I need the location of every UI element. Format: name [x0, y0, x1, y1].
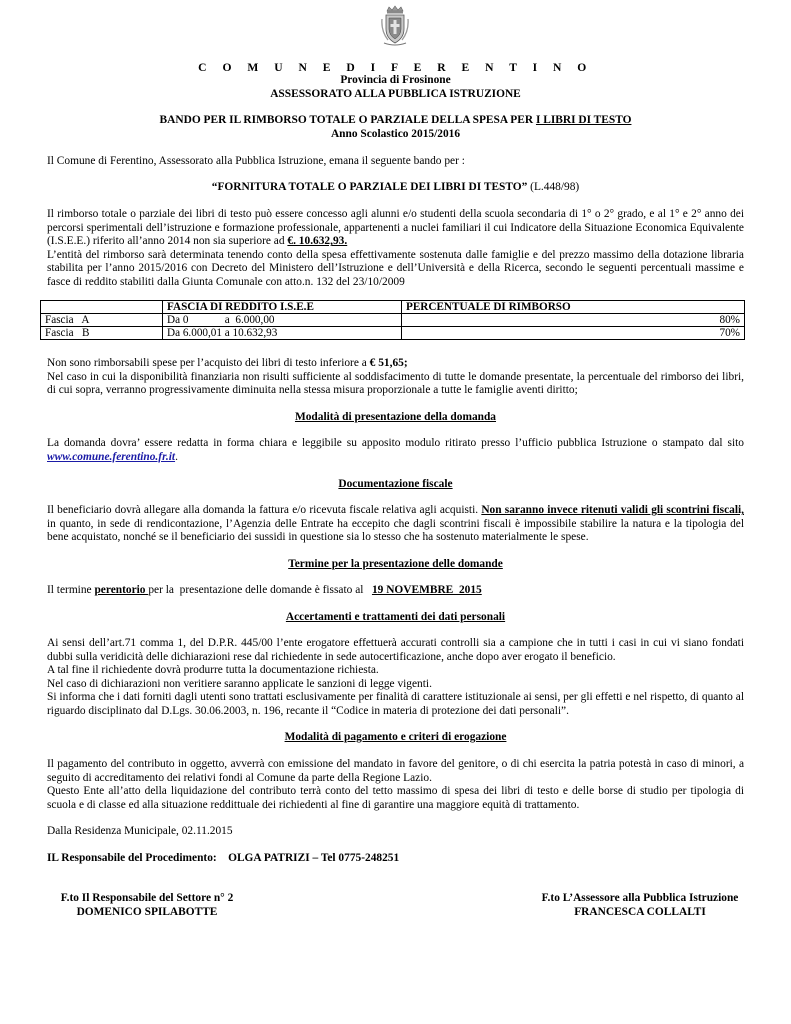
table-header-cell: [41, 301, 163, 314]
fornitura-law: (L.448/98): [527, 181, 580, 193]
signature-right-title: F.to L’Assessore alla Pubblica Istruzione: [541, 892, 739, 904]
termine-text2: per la presentazione delle domande è fissato al: [148, 584, 372, 596]
coat-of-arms-icon: [380, 5, 410, 47]
heading-accertamenti: Accertamenti e trattamenti dei dati personali: [285, 611, 506, 623]
bando-title-underlined: I LIBRI DI TESTO: [535, 114, 632, 126]
termine-date: 19 NOVEMBRE 2015: [371, 584, 482, 596]
table-cell: Fascia A: [41, 314, 163, 327]
table-header-cell: PERCENTUALE DI RIMBORSO: [402, 301, 745, 314]
assessorato-label: ASSESSORATO ALLA PUBBLICA ISTRUZIONE: [270, 88, 521, 100]
bando-title-text: BANDO PER IL RIMBORSO TOTALE O PARZIALE DELLA SPESA PER: [159, 114, 536, 126]
table-row: [41, 314, 745, 327]
comune-website-link[interactable]: www.comune.ferentino.fr.it: [47, 450, 176, 463]
paragraph-doc-text2: in quanto, in sede di rendicontazione, l’Agenzia delle Entrate ha eccepito che dagli scontrini fiscali è impossibile stabilire la natura e la tipologia del bene acquistato, nonché se il beneficiario dei sussidi in questione sia lo stesso che ha sostenuto materialmente le spese.: [47, 517, 744, 544]
paragraph-entita: L’entità del rimborso sarà determinata tenendo conto della spesa effettivamente sostenuta dalle famiglie e del prezzo massimo della dotazione libraria stabilita per l’anno 2015/2016 con Decreto del Ministero dell’Istruzione e dell’Università e della Ricerca, secondo le seguenti percentuali massime e fasce di reddito stabiliti dalla Giunta Comunale con atto.n. 132 del 23/10/2009: [47, 248, 744, 288]
table-cell: 70%: [402, 327, 745, 340]
anno-scolastico: Anno Scolastico 2015/2016: [330, 128, 461, 140]
table-header-cell: FASCIA DI REDDITO I.S.E.E: [163, 301, 402, 314]
non-rimborsabili-amount: € 51,65;: [369, 357, 408, 369]
accertamenti-p1: Ai sensi dell’art.71 comma 1, del D.P.R. 445/00 l’ente erogatore effettuerà accurati controlli sia a campione che in tutti i casi in cui vi siano fondati dubbi sulla veridicità delle dichiarazioni rese dal richiedente in sede autocertificazione, anche dopo aver erogato il beneficio.: [47, 637, 744, 663]
comune-title: C O M U N E D I F E R E N T I N O: [198, 61, 593, 74]
paragraph-modalita: [47, 437, 744, 464]
table-cell: 80%: [402, 314, 745, 327]
bando-title: [0, 114, 791, 128]
paragraph-modalita-text: La domanda dovra’ essere redatta in forma chiara e leggibile su apposito modulo ritirato presso l’ufficio pubblica Istruzione o stampato dal sito: [47, 437, 744, 449]
paragraph-termine: [47, 584, 744, 598]
paragraph-pagamento: [47, 758, 744, 812]
signature-right: [525, 892, 755, 919]
accertamenti-p4: Si informa che i dati forniti dagli utenti sono trattati esclusivamente per finalità di carattere istituzionale ai sensi, per gli effetti e nel rispetto, di quanto al riguardo disciplinato dal D.Lgs. 30.06.2003, n. 196, recante il “Codice in materia di protezione dei dati personali”.: [47, 691, 744, 717]
table-cell: Da 0 a 6.000,00: [163, 314, 402, 327]
heading-termine: Termine per la presentazione delle domande: [288, 558, 503, 570]
paragraph-doc-bold: Non saranno invece ritenuti validi gli scontrini fiscali,: [481, 504, 744, 516]
pagamento-p1: Il pagamento del contributo in oggetto, avverrà con emissione del mandato in favore del genitore, o di chi esercita la patria potestà in caso di minori, a seguito di accreditamento dei relativi fondi al Comune da parte della Regione Lazio.: [47, 758, 744, 784]
paragraph-isee: [47, 208, 744, 290]
pagamento-p2: Questo Ente all’atto della liquidazione del contributo terrà conto del tetto massimo di spesa dei libri di testo e delle borse di studio per tipologia di scuola e di classe ed alla situazione reddittuale dei richiedenti al fine di garantire una maggiore equità di trattamento.: [47, 785, 744, 811]
table-cell: Fascia B: [41, 327, 163, 340]
intro-text: Il Comune di Ferentino, Assessorato alla Pubblica Istruzione, emana il seguente bando per :: [47, 155, 465, 167]
table-row: [41, 327, 745, 340]
table-header-row: [41, 301, 745, 314]
termine-text1: Il termine: [47, 584, 95, 596]
signature-left: [47, 892, 247, 919]
fornitura-title: [0, 181, 791, 195]
signature-left-name: DOMENICO SPILABOTTE: [76, 905, 218, 918]
heading-modalita: Modalità di presentazione della domanda: [294, 411, 497, 423]
paragraph-isee-text: Il rimborso totale o parziale dei libri di testo può essere concesso agli alunni e/o studenti della scuola secondaria di 1° o 2° grado, e al 1° e 2° anno dei percorsi sperimentali dell’istruzione e formazione professionale, appartenenti a nuclei familiari il cui Indicatore della Situazione Economica Equivalente (I.S.E.E.) riferito all’anno 2014 non sia superiore ad: [47, 208, 744, 248]
heading-pagamento: Modalità di pagamento e criteri di erogazione: [284, 731, 507, 743]
paragraph-disponibilita: Nel caso in cui la disponibilità finanziaria non risulti sufficiente al soddisfacimento di tutte le domande presentate, la percentuale del rimborso dei libri, di cui sopra, verranno progressivamente diminuita nella stessa misura proporzionale a tutte le famiglie aventi diritto;: [47, 370, 744, 397]
isee-table: [40, 300, 745, 340]
paragraph-doc-text1: Il beneficiario dovrà allegare alla domanda la fattura e/o ricevuta fiscale relativa agli acquisti.: [47, 504, 482, 516]
heading-documentazione: Documentazione fiscale: [338, 478, 453, 490]
responsabile-procedimento: IL Responsabile del Procedimento: OLGA PATRIZI – Tel 0775-248251: [47, 852, 400, 864]
paragraph-accertamenti: [47, 637, 744, 719]
provincia-label: Provincia di Frosinone: [340, 74, 451, 86]
non-rimborsabili-text: Non sono rimborsabili spese per l’acquisto dei libri di testo inferiore a: [47, 357, 370, 369]
table-cell: Da 6.000,01 a 10.632,93: [163, 327, 402, 340]
rimborso-notes: [47, 357, 744, 398]
signature-right-name: FRANCESCA COLLALTI: [574, 905, 706, 918]
paragraph-modalita-end: .: [175, 450, 178, 463]
paragraph-documentazione: [47, 504, 744, 545]
signature-left-title: F.to Il Responsabile del Settore n° 2: [60, 892, 234, 904]
accertamenti-p3: Nel caso di dichiarazioni non veritiere saranno applicate le sanzioni di legge vigenti.: [47, 677, 432, 690]
luogo-data: Dalla Residenza Municipale, 02.11.2015: [47, 825, 233, 837]
termine-perentorio: perentorio: [94, 584, 149, 596]
accertamenti-p2: A tal fine il richiedente dovrà produrre tutta la documentazione richiesta.: [47, 664, 379, 677]
fornitura-title-text: “FORNITURA TOTALE O PARZIALE DEI LIBRI DI TESTO”: [211, 181, 528, 193]
isee-amount: €. 10.632,93.: [287, 235, 348, 248]
